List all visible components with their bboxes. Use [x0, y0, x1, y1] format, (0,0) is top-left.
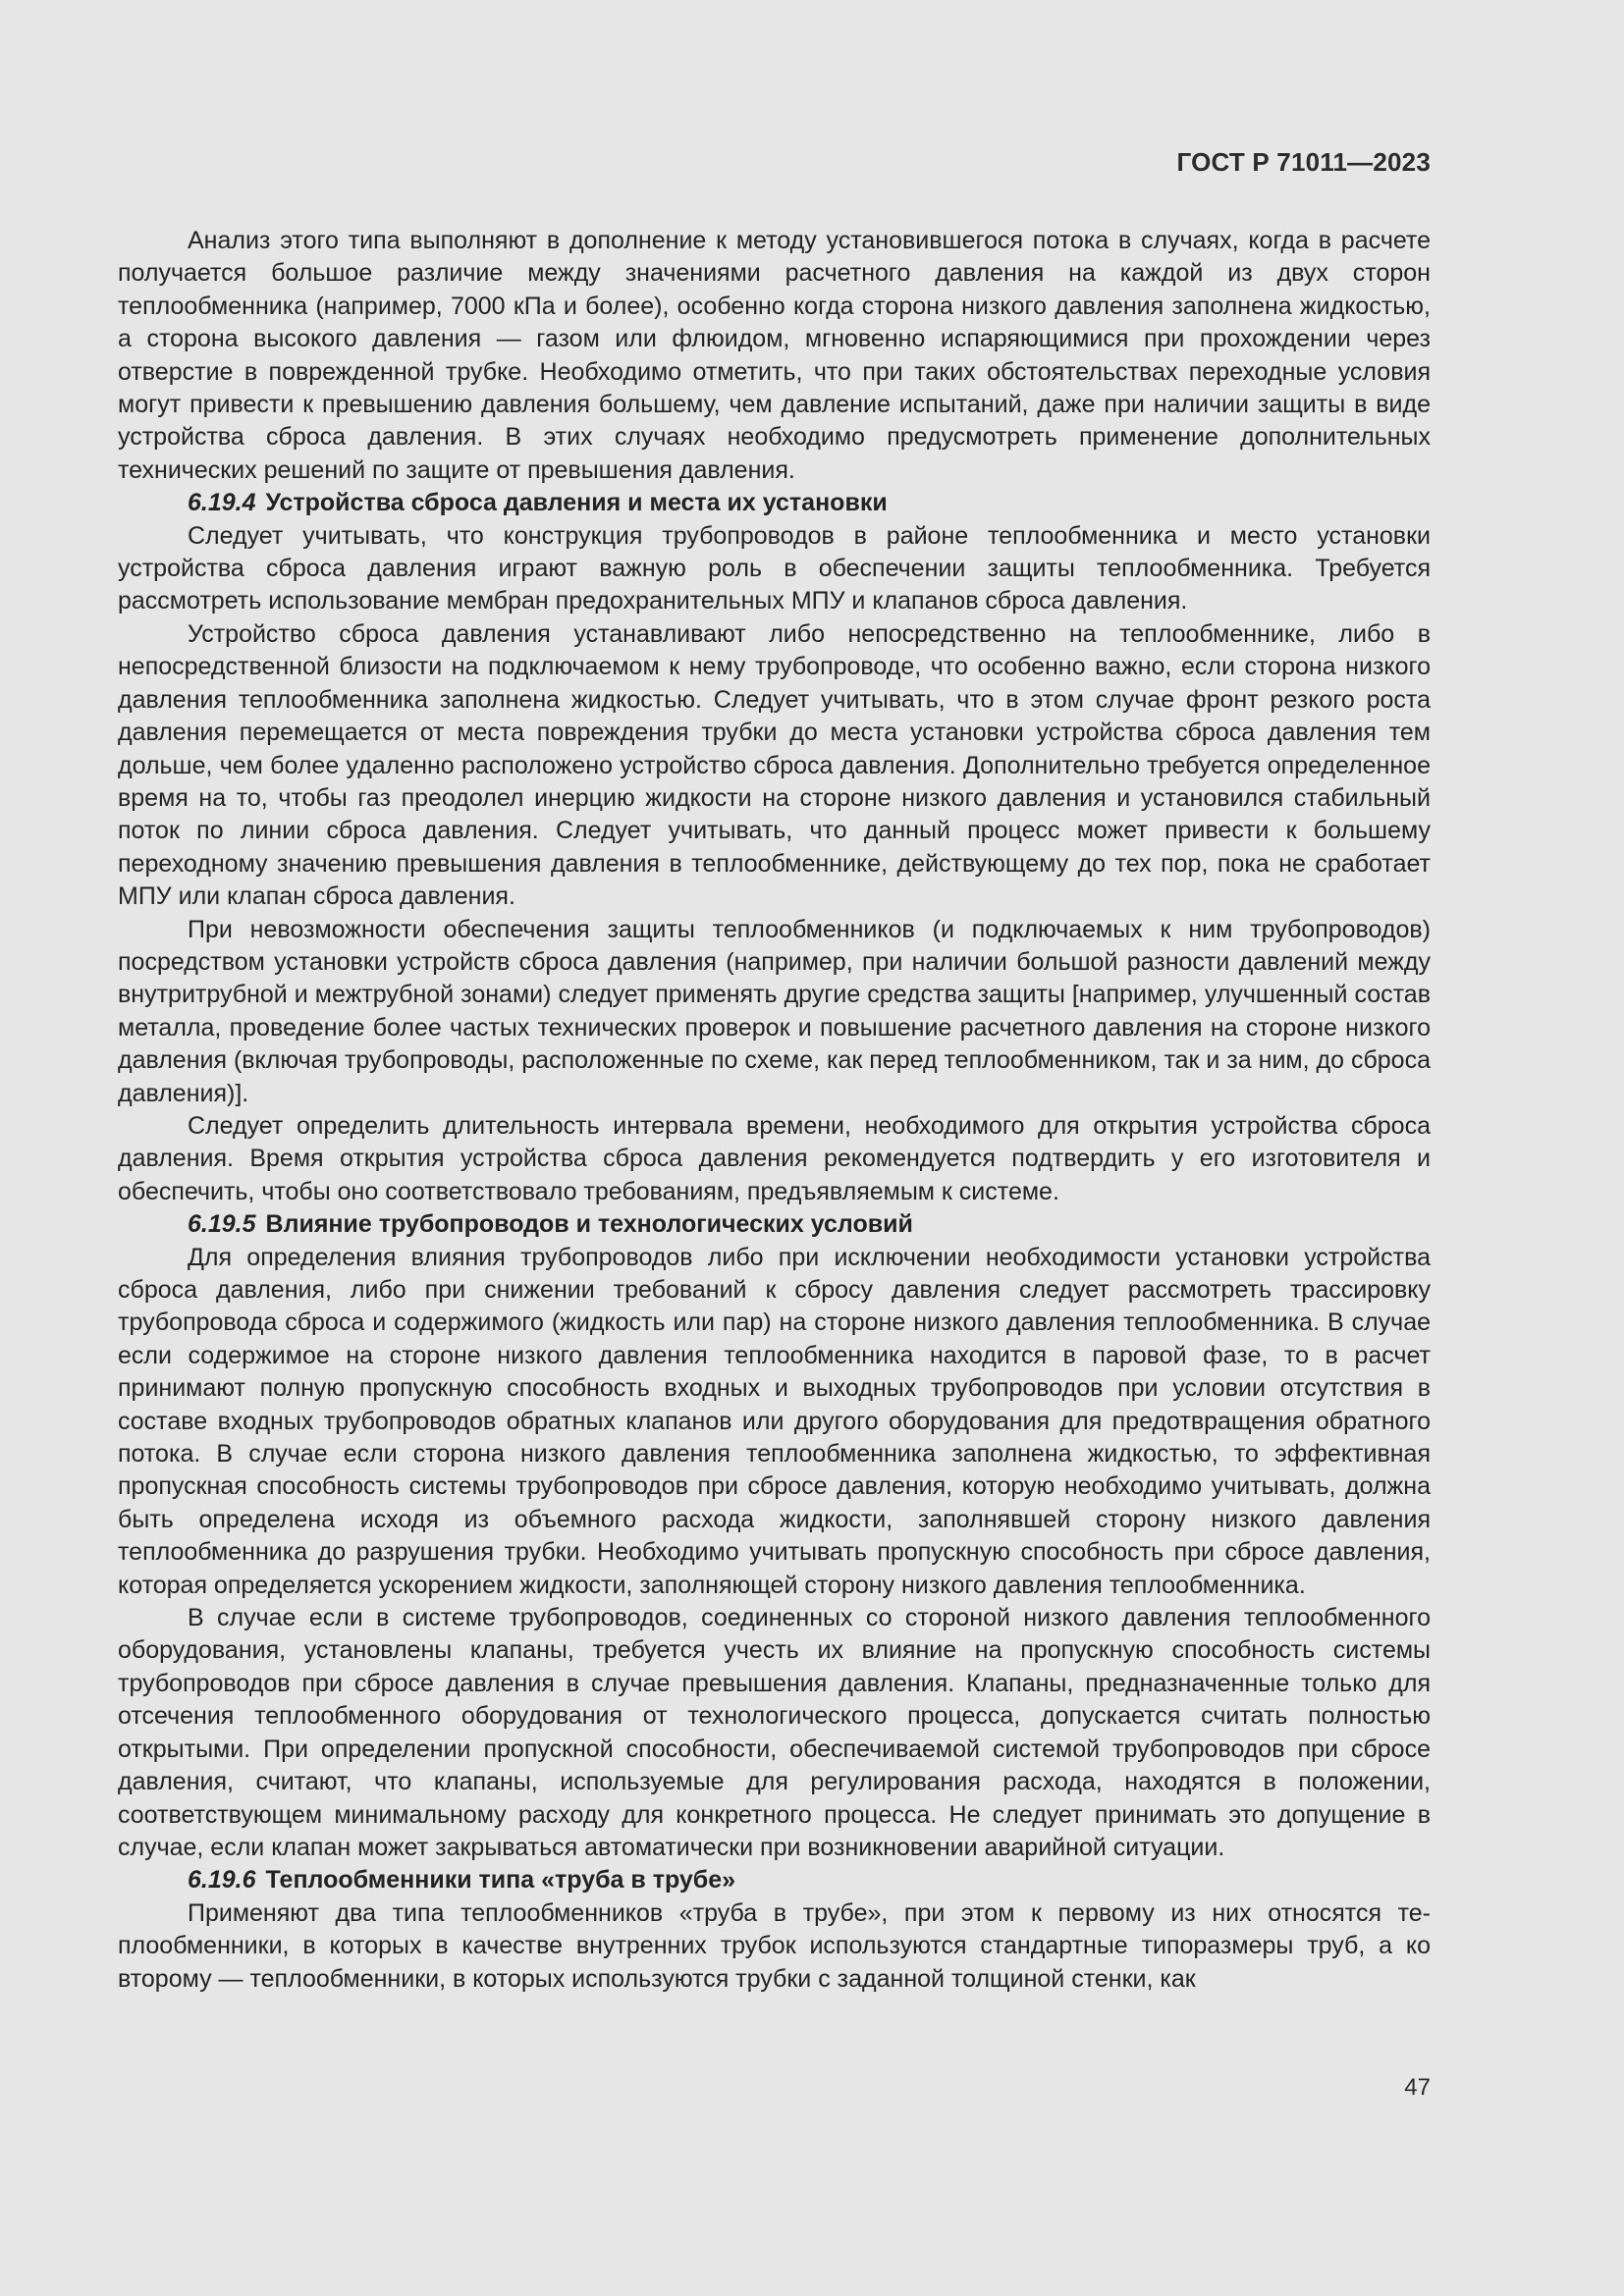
paragraph-opening-time: Следует определить длительность интервала времени, необходимого для открытия устройства сброса давления. Время открытия устройства сброса давления рекомендуется подтвердить у его изготовителя и обеспечить, чтобы оно соответствовало требованиям, предъявляемым к системе.: [118, 1111, 1431, 1205]
section-title: Устройства сброса давления и места их установки: [265, 489, 888, 517]
section-heading-6-19-5: [118, 1208, 1431, 1241]
section-number: 6.19.4: [188, 489, 256, 517]
paragraph-analysis: Анализ этого типа выполняют в дополнение к методу установившегося потока в случаях, когда в расчете получается большое различие между значениями расчетного давления на каждой из двух сторон теплообменника (например, 7000 кПа и более), особенно когда сторона низкого давления заполнена жидкостью, а сторона высокого давления — газом или флюидом, мгновенно испаряющимися при прохождении через отверстие в поврежденной трубке. Необходимо отметить, что при таких обстоятельствах переходные условия могут привести к превышению давления большему, чем давление испытаний, даже при наличии защиты в виде устройства сброса давления. В этих случаях необходимо предусмотреть применение дополнительных технических решений по защите от превышения давления.: [118, 227, 1431, 484]
document-body: [118, 225, 1431, 1996]
paragraph-piping-influence: Для определения влияния трубопроводов либо при исключении необходимости установки устройства сброса давления, либо при снижении требований к сбросу давления следует рассмотреть трассировку трубопровода сброса и содержимого (жидкость или пар) на стороне низкого давления теплообменника. В случае если содержимое на стороне низкого давления теплообменника находится в паровой фазе, то в расчет принимают полную пропускную способность входных и выходных трубопроводов при условии отсутствия в составе входных трубопроводов обратных клапанов или другого оборудования для предотвращения обратного потока. В случае если сторона низкого давления теплообменника заполнена жидкостью, то эффективная пропускная способность системы трубопроводов при сбросе давления, которую необходимо учитывать, должна быть определена исходя из объемного расхода жидкости, заполнявшей сторону низкого давления теплообменника до разрушения трубки. Необходимо учитывать пропускную способность при сбросе давления, которая определяется ускорением жидкости, заполняющей сторону низкого давления теплообменника.: [118, 1243, 1431, 1599]
section-number: 6.19.5: [188, 1210, 256, 1239]
paragraph-alternative-protection: При невозможности обеспечения защиты теплообменников (и подключаемых к ним трубопроводов) посредством установки устройств сброса давления (например, при наличии большой разности давлений между внутритрубной и межтрубной зонами) следует применять другие средства защиты [например, улучшенный состав металла, проведение более частых технических проверок и повышение расчетного давления на стороне низкого давления (включая трубопроводы, расположенные по схеме, как перед теплообменником, так и за ним, до сброса давления)].: [118, 915, 1431, 1107]
section-title: Теплообменники типа «труба в трубе»: [265, 1866, 736, 1895]
section-heading-6-19-6: [118, 1864, 1431, 1896]
section-number: 6.19.6: [188, 1866, 256, 1895]
paragraph-piping-design: Следует учитывать, что конструкция трубопроводов в районе теплообменника и место установки устройства сброса давления играют важную роль в обеспечении защиты теплообменника. Требуется рассмотреть использование мембран предохранительных МПУ и клапанов сброса давления.: [118, 521, 1431, 615]
paragraph-valves-influence: В случае если в системе трубопроводов, соединенных со стороной низкого давления теплообменного оборудования, установлены клапаны, требуется учесть их влияние на пропускную способность системы трубопроводов при сбросе давления в случае превышения давления. Клапаны, предназначенные только для отсечения теплообменного оборудования от технологического процесса, допускается считать полностью открытыми. При определении пропускной способности, обеспечиваемой системой трубопроводов при сбросе давления, считают, что клапаны, используемые для регулирования расхода, находятся в положении, соответствующем минимальному расходу для конкретного процесса. Не следует принимать это допущение в случае, если клапан может закрываться автоматически при возникновении аварийной ситуации.: [118, 1604, 1431, 1861]
paragraph-relief-device-location: Устройство сброса давления устанавливают либо непосредственно на теплообменнике, либо в непосредственной близости на подключаемом к нему трубопроводе, что особенно важно, если сторона низкого давления теплообменника заполнена жидкостью. Следует учитывать, что в этом случае фронт резкого роста давления перемещается от места повреждения трубки до места установки устройства сброса давления тем дольше, чем более удаленно расположено устройство сброса давления. Дополнительно требуется определенное время на то, чтобы газ преодолел инерцию жидкости на стороне низкого давления и установился стабильный поток по линии сброса давления. Следует учитывать, что данный процесс может привести к большему переходному значению превышения давления в теплообменнике, действующему до тех пор, пока не сработает МПУ или клапан сброса давления.: [118, 619, 1431, 911]
page-number: 47: [1404, 2074, 1431, 2101]
section-heading-6-19-4: [118, 487, 1431, 519]
document-code-header: ГОСТ Р 71011—2023: [1176, 147, 1431, 177]
paragraph-pipe-in-pipe: Применяют два типа теплообменников «труба в трубе», при этом к первому из них относятся теплообменники, в которых в качестве внутренних трубок используются стандартные типоразмеры труб, а ко второму — теплообменники, в которых используются трубки с заданной толщиной стенки, как: [118, 1898, 1431, 1993]
section-title: Влияние трубопроводов и технологических условий: [265, 1210, 913, 1239]
